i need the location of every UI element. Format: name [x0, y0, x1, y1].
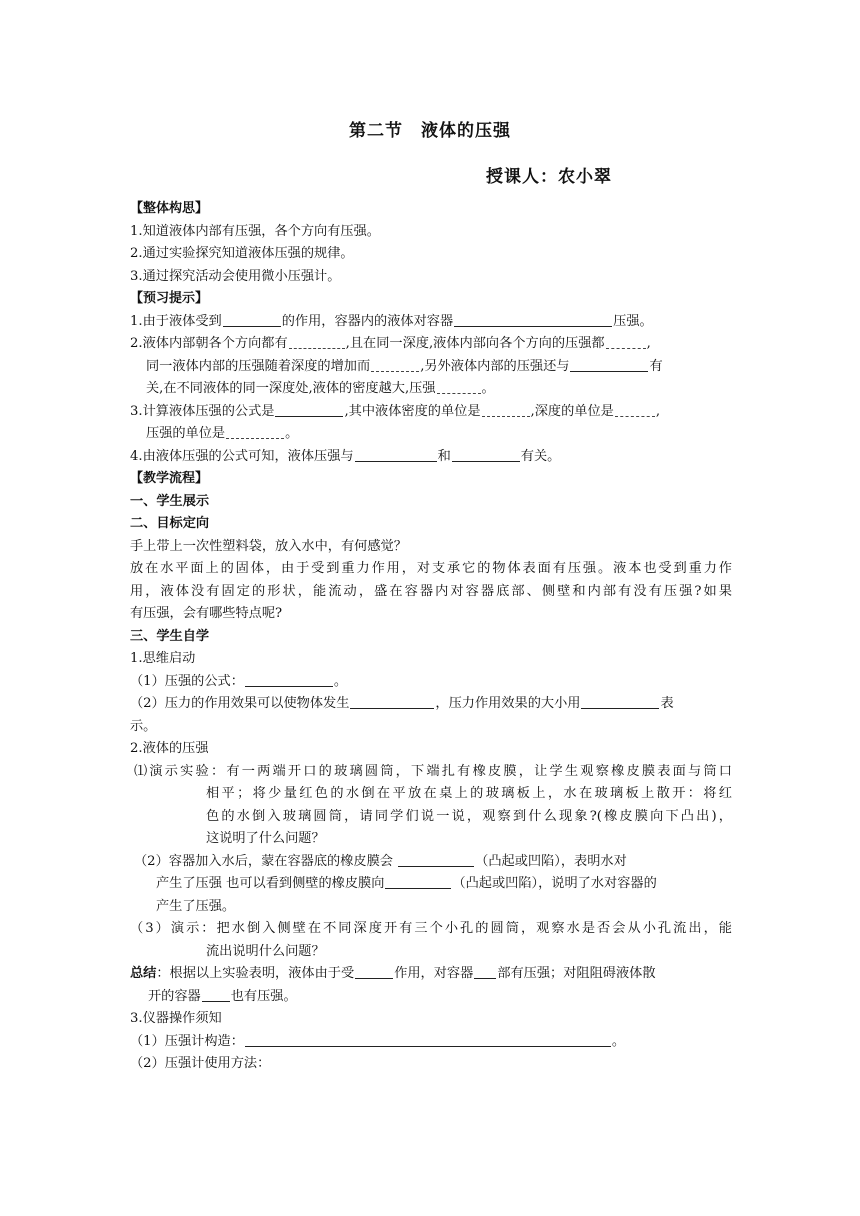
- fill-blank[interactable]: [350, 693, 434, 709]
- demo-3: （3）演示：把水倒入侧壁在不同深度开有三个小孔的圆筒，观察水是否会从小孔流出，能: [130, 921, 732, 936]
- section-heading-overview: 【整体构思】: [130, 201, 209, 216]
- paragraph-text: 有压强，会有哪些特点呢?: [130, 606, 283, 621]
- paragraph-text: 放在水平面上的固体，由于受到重力作用，对支承它的物体表面有压强。液本也受到重力作: [130, 561, 732, 576]
- fill-blank[interactable]: [474, 963, 496, 979]
- preview-question-2: 2.液体内部朝各个方向都有 ,且在同一深度,液体内部向各个方向的压强都 ,: [130, 336, 651, 351]
- section-heading-preview: 【预习提示】: [130, 291, 209, 306]
- preview-question-4: 4.由液体压强的公式可知，液体压强与 和 有关。: [130, 446, 732, 469]
- numbered-item: 1.思维启动: [130, 651, 196, 666]
- subheading-goal: 二、目标定向: [130, 516, 210, 531]
- overview-item: 2.通过实验探究知道液体压强的规律。: [130, 246, 354, 261]
- section-heading-process: 【教学流程】: [130, 471, 209, 486]
- demo-1-cont: 相平；将少量红色的水倒在平放在桌上的玻璃板上，水在玻璃板上散开：将红: [206, 786, 732, 801]
- fill-blank[interactable]: [226, 424, 284, 439]
- paragraph-text: 用，液体没有固定的形状，能流动，盛在容器内对容器底部、侧壁和内部有没有压强?如果: [130, 583, 732, 599]
- fill-blank[interactable]: [355, 446, 437, 462]
- demo-2-cont: 产生了压强 也可以看到侧壁的橡皮膜向 （凸起或凹陷），说明了水对容器的: [130, 873, 732, 896]
- fill-blank[interactable]: [245, 671, 333, 687]
- fill-blank[interactable]: [454, 311, 612, 327]
- fill-blank[interactable]: [581, 693, 659, 709]
- effect-question-cont: 示。: [130, 718, 157, 734]
- page-title: 第二节 液体的压强: [349, 121, 511, 141]
- author-line: 授课人：农小翠: [486, 167, 612, 187]
- fill-blank[interactable]: [371, 357, 419, 372]
- preview-question-2-cont: 同一液体内部的压强随着深度的增加而 ,另外液体内部的压强还与 有: [130, 356, 732, 379]
- demo-2-cont: 产生了压强。: [156, 898, 236, 914]
- fill-blank[interactable]: [570, 356, 648, 372]
- gauge-usage: （2）压强计使用方法：: [130, 1056, 271, 1071]
- fill-blank[interactable]: [452, 446, 520, 462]
- formula-question: （1）压强的公式： 。: [130, 671, 732, 694]
- fill-blank[interactable]: [223, 311, 281, 327]
- paragraph-text: 手上带上一次性塑料袋，放入水中，有何感觉？: [130, 538, 407, 554]
- demo-3-cont: 流出说明什么问题？: [206, 943, 325, 959]
- summary-cont: 开的容器 也有压强。: [130, 986, 732, 1009]
- summary-label: 总结: [130, 966, 157, 981]
- preview-question-3-cont: 压强的单位是 。: [146, 426, 299, 441]
- demo-2: （2）容器加入水后，蒙在容器底的橡皮膜会 （凸起或凹陷），表明水对: [130, 851, 732, 874]
- fill-blank[interactable]: [355, 963, 393, 979]
- fill-blank[interactable]: [385, 873, 451, 889]
- fill-blank[interactable]: [245, 1031, 611, 1047]
- subheading-self-study: 三、学生自学: [130, 628, 210, 644]
- document-body: [130, 198, 732, 1076]
- gauge-structure: （1）压强计构造： 。: [130, 1031, 732, 1054]
- preview-question-2-cont: 关,在不同液体的同一深度处,液体的密度越大,压强 。: [146, 381, 495, 396]
- numbered-item: 3.仪器操作须知: [130, 1011, 222, 1026]
- preview-question-3: 3.计算液体压强的公式是 ,其中液体密度的单位是 ,深度的单位是 ,: [130, 401, 732, 424]
- numbered-item: 2.液体的压强: [130, 741, 209, 756]
- subheading-student-show: 一、学生展示: [130, 493, 210, 509]
- fill-blank[interactable]: [275, 401, 343, 417]
- fill-blank[interactable]: [398, 851, 474, 867]
- fill-blank[interactable]: [289, 334, 345, 349]
- demo-1: ⑴演示实验：有一两端开口的玻璃圆筒，下端扎有橡皮膜，让学生观察橡皮膜表面与筒口: [134, 763, 732, 779]
- fill-blank[interactable]: [482, 402, 530, 417]
- fill-blank[interactable]: [615, 402, 655, 417]
- fill-blank[interactable]: [202, 986, 230, 1002]
- overview-item: 1.知道液体内部有压强，各个方向有压强。: [130, 223, 380, 239]
- effect-question: （2）压力的作用效果可以使物体发生 ，压力作用效果的大小用 表: [130, 693, 732, 716]
- fill-blank[interactable]: [606, 334, 646, 349]
- demo-1-cont: 色的水倒入玻璃圆筒，请同学们说一说，观察到什么现象?(橡皮膜向下凸出)，: [206, 808, 732, 824]
- preview-question-1: 1.由于液体受到 的作用，容器内的液体对容器 压强。: [130, 311, 732, 334]
- fill-blank[interactable]: [437, 379, 481, 394]
- overview-item: 3.通过探究活动会使用微小压强计。: [130, 268, 341, 284]
- summary: 总结：根据以上实验表明，液体由于受 作用，对容器 部有压强；对阻阻碍液体散: [130, 963, 732, 986]
- demo-1-cont: 这说明了什么问题？: [206, 831, 325, 846]
